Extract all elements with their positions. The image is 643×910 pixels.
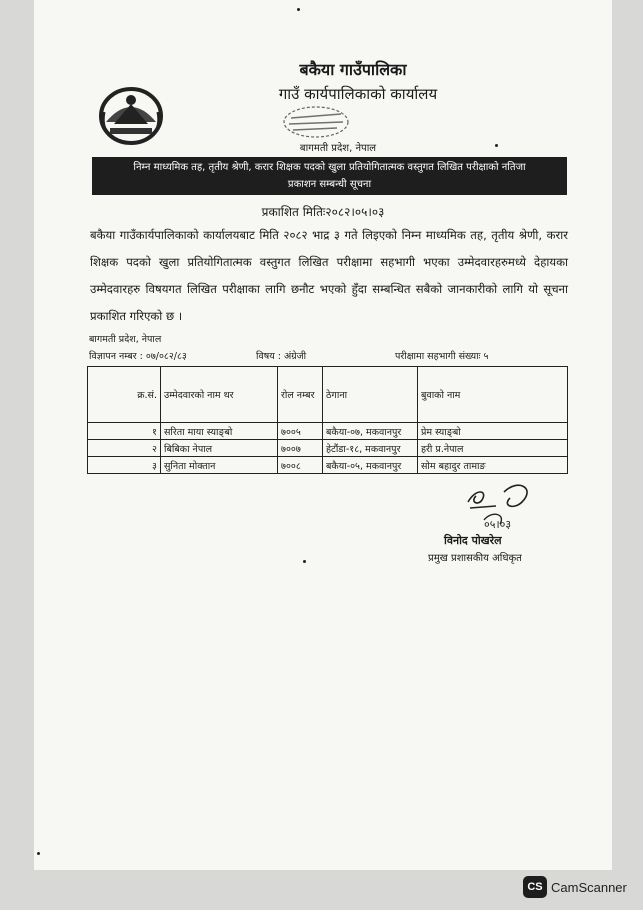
camscanner-logo-icon: CS: [523, 876, 547, 898]
cell-roll-number: ७००८: [278, 457, 323, 474]
signatory-title: प्रमुख प्रशासकीय अधिकृत: [428, 553, 522, 564]
signatory-name: विनोद पोखरेल: [444, 534, 502, 547]
cell-candidate-name: बिबिका नेपाल: [161, 440, 278, 457]
scan-speck: [297, 8, 300, 11]
notice-body: बकैया गाउँकार्यपालिकाको कार्यालयबाट मिति २०८२ भाद्र ३ गते लिइएको निम्न माध्यमिक तह, तृतीय श्रेणी, करार शिक्षक पदको खुला प्रतियोगितात्मक वस्तुगत लिखित परीक्षामा सहभागी भएका उम्मेदवारहरुमध्ये देहायका उम्मेदवारहरु विषयगत लिखित परीक्षाका लागि छनौट भएको हुँदा सम्बन्धित सबैको जानकारीको लागि यो सूचना प्रकाशित गरिएको छ ।: [90, 228, 568, 323]
header-address: ठेगाना: [323, 367, 418, 423]
camscanner-label: CamScanner: [551, 879, 627, 895]
published-date: प्रकाशित मितिः२०८२।०५।०३: [261, 205, 385, 219]
header-roll-number: रोल नम्बर: [278, 367, 323, 423]
camscanner-watermark: [523, 876, 627, 898]
header-father-name: बुवाको नाम: [418, 367, 568, 423]
address-line: बागमती प्रदेश, नेपाल: [89, 334, 162, 345]
cell-roll-number: ७००७: [278, 440, 323, 457]
cell-candidate-name: सरिता माया स्याङ्बो: [161, 423, 278, 440]
table-header-row: [88, 367, 568, 423]
cell-serial: २: [88, 440, 161, 457]
cell-father-name: सोम बहादुर तामाङ: [418, 457, 568, 474]
office-province: बागमती प्रदेश, नेपाल: [299, 143, 377, 154]
table-row: [88, 423, 568, 440]
cell-address: बकैया-०५, मकवानपुर: [323, 457, 418, 474]
table-row: [88, 457, 568, 474]
cell-father-name: प्रेम स्याङ्बो: [418, 423, 568, 440]
office-stamp: [281, 104, 351, 140]
cell-serial: ३: [88, 457, 161, 474]
cell-address: हेटौंडा-१८, मकवानपुर: [323, 440, 418, 457]
cell-address: बकैया-०७, मकवानपुर: [323, 423, 418, 440]
header-candidate-name: उम्मेदवारको नाम थर: [161, 367, 278, 423]
header-serial: क्र.सं.: [88, 367, 161, 423]
signature-date: ०५।०३: [484, 518, 512, 531]
document-page: [34, 0, 612, 870]
notice-banner: [92, 157, 567, 195]
banner-line-1: निम्न माध्यमिक तह, तृतीय श्रेणी, करार शिक्षक पदको खुला प्रतियोगितात्मक वस्तुगत लिखित परीक्षाको नतिजा: [133, 162, 526, 173]
scan-speck: [495, 144, 498, 147]
scan-speck: [37, 852, 40, 855]
scan-speck: [303, 560, 306, 563]
cell-roll-number: ७००५: [278, 423, 323, 440]
cell-father-name: हरी प्र.नेपाल: [418, 440, 568, 457]
cell-serial: १: [88, 423, 161, 440]
ad-number: विज्ञापन नम्बर : ०७/०८२/८३: [89, 351, 187, 362]
table-row: [88, 440, 568, 457]
results-table: [87, 366, 568, 474]
subject: विषय : अंग्रेजी: [256, 351, 307, 362]
cell-candidate-name: सुनिता मोक्तान: [161, 457, 278, 474]
banner-line-2: प्रकाशन सम्बन्धी सूचना: [287, 179, 372, 190]
participant-count: परीक्षामा सहभागी संख्याः ५: [395, 351, 489, 362]
office-subtitle: गाउँ कार्यपालिकाको कार्यालय: [278, 85, 438, 103]
office-name: बकैया गाउँपालिका: [299, 60, 407, 79]
